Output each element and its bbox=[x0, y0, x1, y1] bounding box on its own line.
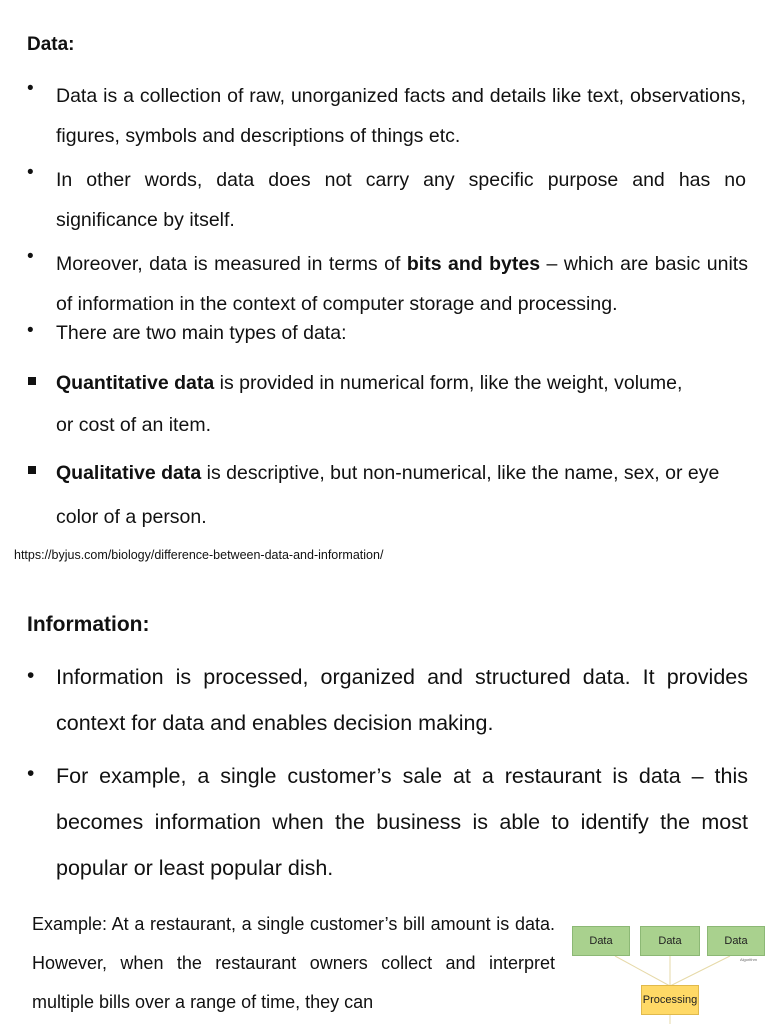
data-bullet-4: There are two main types of data: bbox=[56, 322, 347, 344]
data-bullet-3 bbox=[56, 244, 748, 324]
data-box: Data bbox=[572, 926, 630, 956]
square-bullet bbox=[28, 372, 36, 390]
data-heading: Data: bbox=[27, 34, 75, 55]
example-paragraph: Example: At a restaurant, a single customer’s bill amount is data. However, when the restaurant owners collect and interpret multiple bills over a range of time, they can bbox=[32, 914, 555, 1012]
bullet-marker: • bbox=[27, 762, 35, 785]
processing-box: Processing bbox=[641, 985, 699, 1015]
bullet-3-pre: Moreover, data is measured in terms of bbox=[56, 253, 407, 275]
qualitative-text: is descriptive, but non-numerical, like the name, sex, or eye color of a person. bbox=[56, 462, 720, 528]
qualitative-item bbox=[56, 451, 756, 539]
bullet-marker: • bbox=[27, 664, 35, 687]
source-url[interactable]: https://byjus.com/biology/difference-between-data-and-information/ bbox=[14, 548, 384, 562]
tiny-caption: Algorithm bbox=[740, 957, 757, 962]
data-bullet-1: Data is a collection of raw, unorganized facts and details like text, observations, figures, symbols and descriptions of things etc. bbox=[56, 85, 746, 147]
bullet-marker: • bbox=[27, 162, 34, 183]
data-box: Data bbox=[707, 926, 765, 956]
bullet-marker: • bbox=[27, 320, 34, 341]
information-heading: Information: bbox=[27, 613, 150, 636]
data-bullet-2: In other words, data does not carry any specific purpose and has no significance by itself. bbox=[56, 169, 746, 231]
quantitative-bold: Quantitative data bbox=[56, 372, 215, 394]
info-bullet-1: Information is processed, organized and structured data. It provides context for data and enables decision making. bbox=[56, 665, 748, 735]
bullet-3-post: – which are basic units of information in the context of computer storage and processing. bbox=[56, 253, 748, 315]
bullet-marker: • bbox=[27, 78, 34, 99]
info-bullet-2: For example, a single customer’s sale at a restaurant is data – this becomes information when the business is able to identify the most popular or least popular dish. bbox=[56, 764, 748, 880]
data-box: Data bbox=[640, 926, 700, 956]
square-bullet bbox=[28, 461, 36, 479]
bullet-3-bold: bits and bytes bbox=[406, 253, 541, 275]
bullet-marker: • bbox=[27, 246, 34, 267]
quantitative-item bbox=[56, 362, 696, 446]
quantitative-text: is provided in numerical form, like the weight, volume, or cost of an item. bbox=[56, 372, 683, 436]
qualitative-bold: Qualitative data bbox=[56, 462, 202, 484]
